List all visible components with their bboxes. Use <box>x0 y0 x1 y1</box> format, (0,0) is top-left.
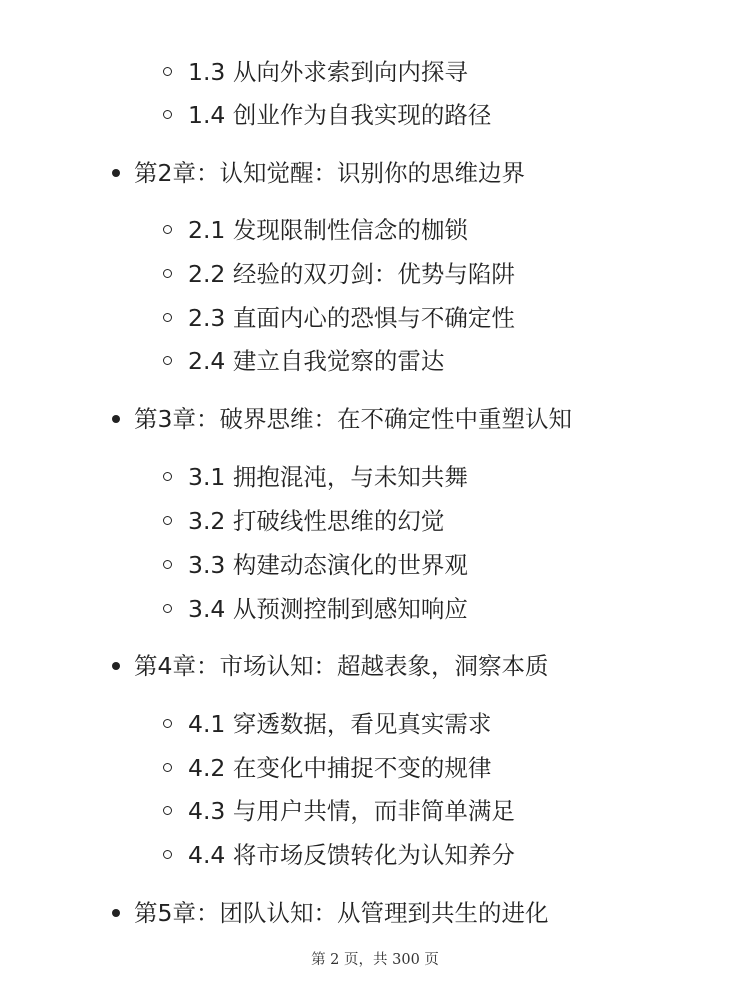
hollow-bullet-icon <box>163 719 172 728</box>
toc-section-item <box>0 791 750 831</box>
hollow-bullet-icon <box>163 516 172 525</box>
toc-section-text: 4.2 在变化中捕捉不变的规律 <box>188 754 492 782</box>
toc-section-item <box>0 457 750 497</box>
toc-section-item <box>0 52 750 92</box>
hollow-bullet-icon <box>163 313 172 322</box>
toc-section-item <box>0 589 750 629</box>
toc-section-text: 4.1 穿透数据，看见真实需求 <box>188 710 492 738</box>
toc-section-text: 3.1 拥抱混沌，与未知共舞 <box>188 463 468 491</box>
hollow-bullet-icon <box>163 110 172 119</box>
hollow-bullet-icon <box>163 67 172 76</box>
toc-section-text: 2.3 直面内心的恐惧与不确定性 <box>188 304 515 332</box>
toc-chapter-text: 第2章：认知觉醒：识别你的思维边界 <box>134 159 525 187</box>
toc-section-item <box>0 501 750 541</box>
hollow-bullet-icon <box>163 269 172 278</box>
toc-chapter-text: 第4章：市场认知：超越表象，洞察本质 <box>134 652 549 680</box>
filled-bullet-icon <box>112 415 120 423</box>
hollow-bullet-icon <box>163 356 172 365</box>
hollow-bullet-icon <box>163 850 172 859</box>
page-number-footer: 第 2 页，共 300 页 <box>311 952 439 968</box>
toc-section-item <box>0 835 750 875</box>
hollow-bullet-icon <box>163 604 172 613</box>
toc-section-text: 4.4 将市场反馈转化为认知养分 <box>188 841 515 869</box>
toc-section-item <box>0 210 750 250</box>
toc-section-text: 1.3 从向外求索到向内探寻 <box>188 58 468 86</box>
toc-section-item <box>0 704 750 744</box>
toc-chapter-item <box>0 893 750 933</box>
filled-bullet-icon <box>112 909 120 917</box>
hollow-bullet-icon <box>163 806 172 815</box>
toc-section-text: 1.4 创业作为自我实现的路径 <box>188 101 492 129</box>
toc-section-text: 2.2 经验的双刃剑：优势与陷阱 <box>188 260 515 288</box>
hollow-bullet-icon <box>163 560 172 569</box>
toc-chapter-item <box>0 646 750 686</box>
toc-section-item <box>0 298 750 338</box>
toc-section-item <box>0 341 750 381</box>
filled-bullet-icon <box>112 662 120 670</box>
hollow-bullet-icon <box>163 472 172 481</box>
toc-section-text: 3.3 构建动态演化的世界观 <box>188 551 468 579</box>
hollow-bullet-icon <box>163 763 172 772</box>
toc-section-text: 2.1 发现限制性信念的枷锁 <box>188 216 468 244</box>
toc-section-item <box>0 95 750 135</box>
toc-section-item <box>0 254 750 294</box>
toc-chapter-item <box>0 153 750 193</box>
toc-section-item <box>0 748 750 788</box>
toc-section-text: 3.2 打破线性思维的幻觉 <box>188 507 445 535</box>
toc-section-text: 2.4 建立自我觉察的雷达 <box>188 347 445 375</box>
hollow-bullet-icon <box>163 225 172 234</box>
toc-section-text: 3.4 从预测控制到感知响应 <box>188 595 468 623</box>
toc-chapter-text: 第5章：团队认知：从管理到共生的进化 <box>134 899 549 927</box>
filled-bullet-icon <box>112 169 120 177</box>
toc-section-item <box>0 545 750 585</box>
toc-chapter-text: 第3章：破界思维：在不确定性中重塑认知 <box>134 405 572 433</box>
toc-chapter-item <box>0 399 750 439</box>
toc-section-text: 4.3 与用户共情，而非简单满足 <box>188 797 515 825</box>
